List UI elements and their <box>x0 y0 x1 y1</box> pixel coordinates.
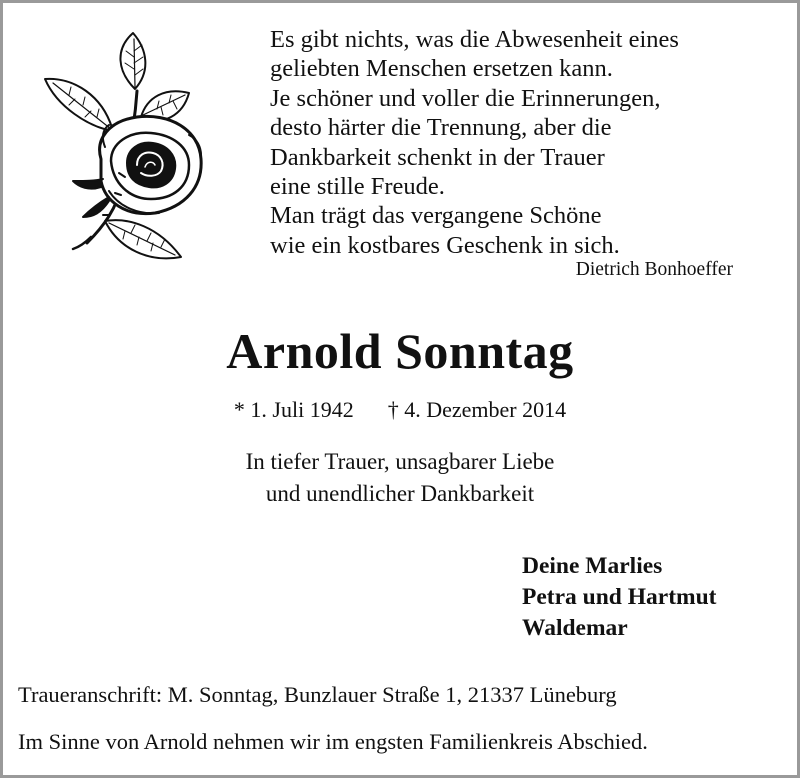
mourning-line: und unendlicher Dankbarkeit <box>265 481 535 506</box>
signatory: Deine Marlies <box>522 553 663 579</box>
poem-line: geliebten Menschen ersetzen kann. <box>270 55 613 83</box>
deceased-name: Arnold Sonntag <box>226 323 574 379</box>
signatory: Waldemar <box>522 615 628 641</box>
poem-line: Man trägt das vergangene Schöne <box>270 202 602 230</box>
birth-date: * 1. Juli 1942 <box>233 397 354 422</box>
farewell-note: Im Sinne von Arnold nehmen wir im engsten Familienkreis Abschied. <box>18 729 648 754</box>
poem-line: eine stille Freude. <box>270 173 445 201</box>
signatory: Petra und Hartmut <box>522 584 717 610</box>
mourning-text <box>3 446 797 510</box>
mourning-line: In tiefer Trauer, unsagbarer Liebe <box>245 449 555 474</box>
poem-quote <box>270 25 750 260</box>
poem-line: Es gibt nichts, was die Abwesenheit eines <box>270 26 679 53</box>
poem-line: Dankbarkeit schenkt in der Trauer <box>270 143 605 171</box>
poem-line: desto härter die Trennung, aber die <box>270 114 612 142</box>
rose-icon <box>39 31 209 277</box>
death-date: † 4. Dezember 2014 <box>387 397 567 422</box>
poem-author: Dietrich Bonhoeffer <box>575 259 733 280</box>
signatories <box>522 551 782 644</box>
poem-line: Je schöner und voller die Erinnerungen, <box>270 84 661 112</box>
poem-line: wie ein kostbares Geschenk in sich. <box>270 231 620 259</box>
mourning-address: Traueranschrift: M. Sonntag, Bunzlauer Straße 1, 21337 Lüneburg <box>18 682 617 707</box>
life-dates <box>3 395 797 425</box>
